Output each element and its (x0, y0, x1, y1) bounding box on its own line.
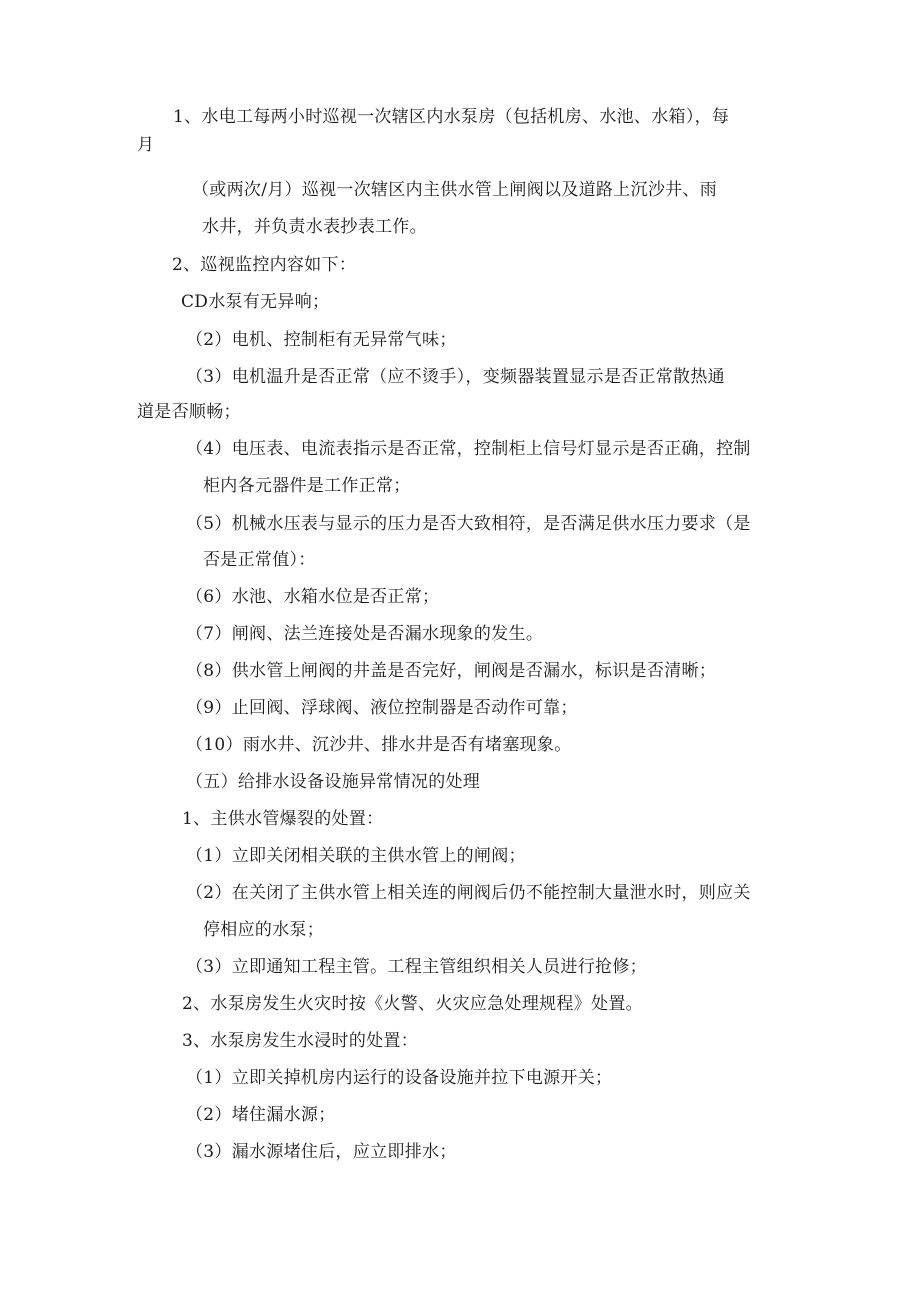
section-heading: 2、水泵房发生火灾时按《火警、火灾应急处理规程》处置。 (182, 994, 643, 1014)
list-item-continuation: 停相应的水泵； (203, 920, 325, 940)
section-heading: 1、主供水管爆裂的处置： (182, 809, 384, 829)
list-item: （8）供水管上闸阀的井盖是否完好，闸阀是否漏水，标识是否清晰； (186, 661, 717, 681)
list-item: （1）立即关闭相关联的主供水管上的闸阀； (186, 846, 526, 866)
list-item: （3）立即通知工程主管。工程主管组织相关人员进行抢修； (186, 957, 647, 977)
paragraph-line: （或两次/月）巡视一次辖区内主供水管上闸阀以及道路上沉沙井、雨 (192, 180, 718, 200)
list-item: （3）电机温升是否正常（应不烫手），变频器装置显示是否正常散热通 (186, 367, 725, 387)
list-item: （7）闸阀、法兰连接处是否漏水现象的发生。 (186, 624, 544, 644)
paragraph-line: 1、水电工每两小时巡视一次辖区内水泵房（包括机房、水池、水箱），每 (173, 107, 730, 127)
paragraph-line: 水井，并负责水表抄表工作。 (202, 217, 427, 237)
list-item: （4）电压表、电流表指示是否正常，控制柜上信号灯显示是否正确，控制 (186, 439, 751, 459)
section-heading: （五）给排水设备设施异常情况的处理 (186, 772, 481, 792)
list-item: （5）机械水压表与显示的压力是否大致相符，是否满足供水压力要求（是 (186, 514, 751, 534)
list-item: （2）电机、控制柜有无异常气味； (186, 330, 457, 350)
list-item: （6）水池、水箱水位是否正常； (186, 587, 440, 607)
section-heading: 2、巡视监控内容如下： (172, 255, 357, 275)
list-item: （2）在关闭了主供水管上相关连的闸阀后仍不能控制大量泄水时，则应关 (186, 883, 751, 903)
list-item-continuation: 柜内各元器件是工作正常； (203, 476, 411, 496)
paragraph-line: 月 (137, 135, 155, 155)
list-item: （9）止回阀、浮球阀、液位控制器是否动作可靠； (186, 698, 578, 718)
list-item-continuation: 道是否顺畅； (137, 402, 241, 422)
section-heading: 3、水泵房发生水浸时的处置： (182, 1031, 419, 1051)
list-item: （2）堵住漏水源； (186, 1105, 336, 1125)
list-item: （3）漏水源堵住后，应立即排水； (186, 1142, 457, 1162)
list-item: （1）立即关掉机房内运行的设备设施并拉下电源开关； (186, 1068, 613, 1088)
list-item: CD水泵有无异响； (181, 292, 330, 312)
list-item-continuation: 否是正常值）： (203, 550, 316, 570)
list-item: （10）雨水井、沉沙井、排水井是否有堵塞现象。 (186, 735, 572, 755)
